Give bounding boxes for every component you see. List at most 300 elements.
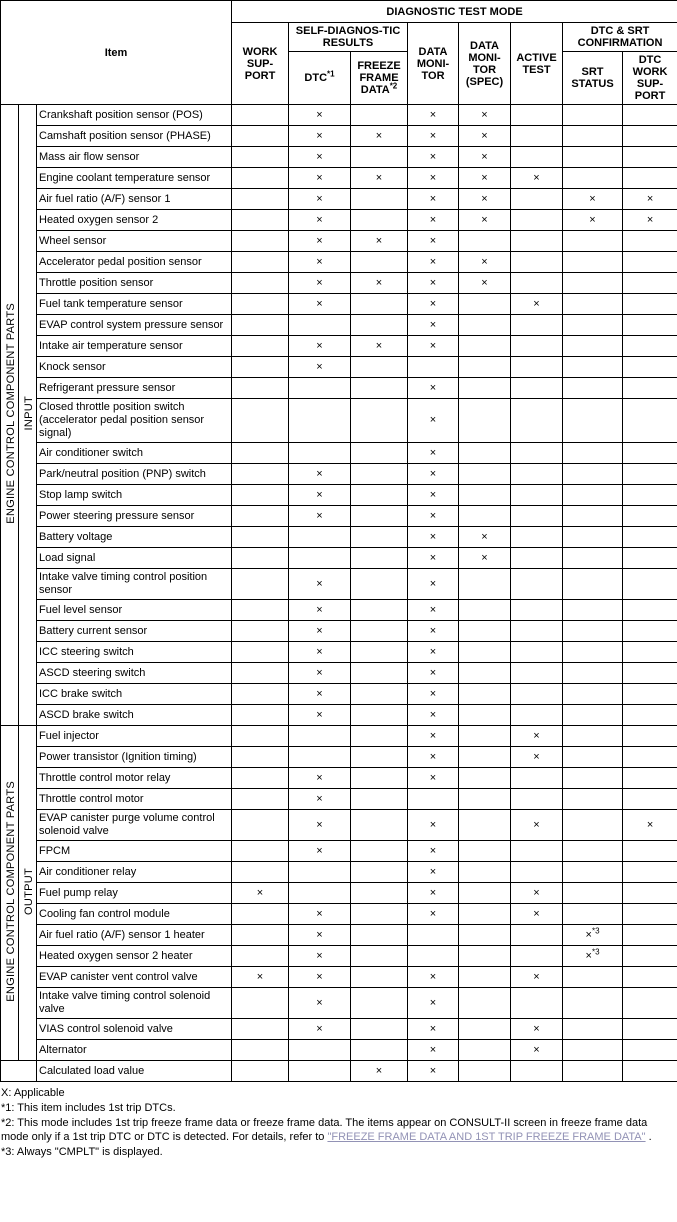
empty-mark-cell — [232, 789, 289, 810]
empty-mark-cell — [623, 569, 677, 600]
empty-mark-cell — [623, 904, 677, 925]
empty-mark-cell — [351, 768, 408, 789]
section-sub-label: INPUT — [19, 105, 37, 726]
empty-mark-cell — [232, 904, 289, 925]
applicable-mark: × — [289, 946, 351, 967]
item-label: Crankshaft position sensor (POS) — [37, 105, 232, 126]
empty-mark-cell — [459, 789, 511, 810]
empty-mark-cell — [563, 105, 623, 126]
applicable-mark: × — [408, 485, 459, 506]
empty-mark-cell — [563, 336, 623, 357]
applicable-mark: × — [289, 988, 351, 1019]
applicable-mark: × — [511, 904, 563, 925]
empty-mark-cell — [351, 443, 408, 464]
applicable-mark: × — [408, 621, 459, 642]
empty-mark-cell — [511, 485, 563, 506]
empty-mark-cell — [511, 768, 563, 789]
col-group-dtc-srt-confirmation: DTC & SRT CONFIRMATION — [563, 23, 677, 52]
empty-mark-cell — [459, 747, 511, 768]
empty-mark-cell — [351, 726, 408, 747]
empty-mark-cell — [232, 768, 289, 789]
empty-mark-cell — [351, 988, 408, 1019]
applicable-mark: × — [289, 336, 351, 357]
table-row — [1, 273, 677, 294]
empty-mark-cell — [563, 548, 623, 569]
empty-mark-cell — [351, 642, 408, 663]
empty-mark-cell — [511, 925, 563, 946]
empty-mark-cell — [511, 464, 563, 485]
footnote-ref-2: *2 — [389, 81, 398, 91]
empty-mark-cell — [351, 294, 408, 315]
applicable-mark: × — [511, 168, 563, 189]
applicable-mark: × — [289, 789, 351, 810]
empty-mark-cell — [623, 126, 677, 147]
empty-mark-cell — [623, 273, 677, 294]
empty-mark-cell — [459, 642, 511, 663]
empty-mark-cell — [511, 210, 563, 231]
table-row — [1, 147, 677, 168]
empty-mark-cell — [232, 294, 289, 315]
empty-mark-cell — [511, 621, 563, 642]
empty-mark-cell — [232, 925, 289, 946]
empty-mark-cell — [459, 399, 511, 443]
empty-mark-cell — [563, 862, 623, 883]
empty-mark-cell — [289, 548, 351, 569]
item-label: Air fuel ratio (A/F) sensor 1 heater — [37, 925, 232, 946]
freeze-frame-data-link[interactable]: "FREEZE FRAME DATA AND 1ST TRIP FREEZE FRAME DATA" — [327, 1131, 646, 1143]
empty-mark-cell — [459, 506, 511, 527]
footnote-x-applicable: X: Applicable — [1, 1087, 65, 1099]
table-row — [1, 862, 677, 883]
applicable-mark: × — [289, 189, 351, 210]
table-title: DIAGNOSTIC TEST MODE — [232, 1, 677, 23]
empty-mark-cell — [511, 189, 563, 210]
applicable-mark: × — [408, 684, 459, 705]
applicable-mark: × — [351, 336, 408, 357]
empty-mark-cell — [623, 705, 677, 726]
table-row — [1, 726, 677, 747]
applicable-mark: × — [408, 527, 459, 548]
empty-mark-cell — [232, 810, 289, 841]
table-body — [1, 105, 677, 1082]
empty-mark-cell — [351, 904, 408, 925]
empty-mark-cell — [232, 252, 289, 273]
empty-mark-cell — [563, 904, 623, 925]
item-label: Air fuel ratio (A/F) sensor 1 — [37, 189, 232, 210]
empty-mark-cell — [408, 789, 459, 810]
applicable-mark: × — [459, 126, 511, 147]
empty-mark-cell — [511, 862, 563, 883]
empty-mark-cell — [459, 904, 511, 925]
empty-mark-cell — [511, 841, 563, 862]
table-row — [1, 883, 677, 904]
empty-mark-cell — [408, 946, 459, 967]
empty-mark-cell — [351, 527, 408, 548]
empty-mark-cell — [623, 1061, 677, 1082]
item-label: Closed throttle position switch (accelerator pedal position sensor signal) — [37, 399, 232, 443]
empty-mark-cell — [623, 378, 677, 399]
empty-mark-cell — [232, 1061, 289, 1082]
empty-mark-cell — [232, 1040, 289, 1061]
table-row — [1, 527, 677, 548]
applicable-mark: × — [408, 294, 459, 315]
empty-mark-cell — [563, 684, 623, 705]
empty-mark-cell — [351, 147, 408, 168]
item-label: Intake valve timing control solenoid valve — [37, 988, 232, 1019]
item-label: FPCM — [37, 841, 232, 862]
empty-mark-cell — [623, 294, 677, 315]
applicable-mark: × — [511, 883, 563, 904]
item-label: ASCD brake switch — [37, 705, 232, 726]
applicable-mark: × — [289, 357, 351, 378]
item-label: ASCD steering switch — [37, 663, 232, 684]
table-row — [1, 663, 677, 684]
item-label: Mass air flow sensor — [37, 147, 232, 168]
applicable-mark: × — [289, 231, 351, 252]
empty-mark-cell — [563, 600, 623, 621]
empty-mark-cell — [511, 548, 563, 569]
empty-mark-cell — [563, 378, 623, 399]
applicable-mark: × — [408, 642, 459, 663]
empty-mark-cell — [511, 273, 563, 294]
empty-mark-cell — [563, 1061, 623, 1082]
empty-mark-cell — [623, 147, 677, 168]
applicable-mark: × — [289, 810, 351, 841]
empty-mark-cell — [232, 642, 289, 663]
empty-mark-cell — [459, 1040, 511, 1061]
applicable-mark: × — [408, 126, 459, 147]
empty-mark-cell — [623, 862, 677, 883]
empty-mark-cell — [232, 747, 289, 768]
item-label: Cooling fan control module — [37, 904, 232, 925]
empty-mark-cell — [623, 357, 677, 378]
empty-mark-cell — [351, 600, 408, 621]
table-row — [1, 336, 677, 357]
empty-mark-cell — [623, 252, 677, 273]
col-group-self-diagnostic-results: SELF-DIAGNOS-TIC RESULTS — [289, 23, 408, 52]
applicable-mark: × — [289, 105, 351, 126]
empty-mark-cell — [232, 315, 289, 336]
empty-mark-cell — [563, 841, 623, 862]
empty-mark-cell — [351, 210, 408, 231]
item-label: Fuel injector — [37, 726, 232, 747]
empty-mark-cell — [232, 485, 289, 506]
table-row — [1, 569, 677, 600]
table-row — [1, 789, 677, 810]
empty-mark-cell — [459, 925, 511, 946]
empty-mark-cell — [289, 862, 351, 883]
applicable-mark: × — [408, 569, 459, 600]
table-row — [1, 768, 677, 789]
empty-mark-cell — [563, 967, 623, 988]
empty-mark-cell — [232, 527, 289, 548]
applicable-mark: × — [289, 168, 351, 189]
item-label: Intake valve timing control position sensor — [37, 569, 232, 600]
empty-mark-cell — [351, 464, 408, 485]
empty-mark-cell — [623, 315, 677, 336]
applicable-mark: × — [408, 841, 459, 862]
table-row — [1, 1040, 677, 1061]
applicable-mark: × — [408, 105, 459, 126]
empty-mark-cell — [563, 621, 623, 642]
empty-mark-cell — [511, 663, 563, 684]
applicable-mark: × — [563, 210, 623, 231]
empty-mark-cell — [459, 600, 511, 621]
applicable-mark: × — [408, 768, 459, 789]
empty-mark-cell — [459, 231, 511, 252]
empty-mark-cell — [459, 705, 511, 726]
item-label: Load signal — [37, 548, 232, 569]
applicable-mark: × — [289, 705, 351, 726]
item-label: Refrigerant pressure sensor — [37, 378, 232, 399]
applicable-mark: × — [289, 600, 351, 621]
empty-mark-cell — [563, 399, 623, 443]
applicable-mark: ×$^{*3}$ — [563, 946, 623, 967]
item-label: Fuel pump relay — [37, 883, 232, 904]
applicable-mark: × — [408, 1040, 459, 1061]
empty-mark-cell — [563, 789, 623, 810]
applicable-mark: × — [289, 841, 351, 862]
table-row — [1, 642, 677, 663]
empty-mark-cell — [511, 126, 563, 147]
empty-mark-cell — [623, 527, 677, 548]
section-group-label: ENGINE CONTROL COMPONENT PARTS — [1, 726, 19, 1061]
applicable-mark: × — [459, 105, 511, 126]
empty-mark-cell — [351, 705, 408, 726]
empty-mark-cell — [289, 1061, 351, 1082]
table-row — [1, 399, 677, 443]
empty-mark-cell — [459, 684, 511, 705]
empty-mark-cell — [459, 883, 511, 904]
empty-mark-cell — [232, 147, 289, 168]
empty-mark-cell — [511, 527, 563, 548]
col-header-dtc-work-support: DTC WORK SUP-PORT — [623, 52, 677, 105]
applicable-mark: × — [289, 506, 351, 527]
empty-mark-cell — [459, 768, 511, 789]
item-label: Accelerator pedal position sensor — [37, 252, 232, 273]
item-label: Air conditioner relay — [37, 862, 232, 883]
item-label: EVAP canister vent control valve — [37, 967, 232, 988]
empty-mark-cell — [563, 506, 623, 527]
applicable-mark: × — [408, 810, 459, 841]
empty-mark-cell — [232, 126, 289, 147]
empty-mark-cell — [623, 105, 677, 126]
empty-mark-cell — [232, 705, 289, 726]
empty-mark-cell — [563, 485, 623, 506]
empty-mark-cell — [351, 357, 408, 378]
empty-mark-cell — [623, 168, 677, 189]
col-header-srt-status: SRT STATUS — [563, 52, 623, 105]
table-row — [1, 1061, 677, 1082]
empty-mark-cell — [351, 189, 408, 210]
empty-mark-cell — [511, 946, 563, 967]
empty-mark-cell — [623, 231, 677, 252]
applicable-mark: × — [408, 548, 459, 569]
empty-mark-cell — [351, 883, 408, 904]
table-row — [1, 464, 677, 485]
empty-mark-cell — [511, 705, 563, 726]
item-label: Throttle control motor — [37, 789, 232, 810]
empty-mark-cell — [459, 357, 511, 378]
applicable-mark: × — [408, 443, 459, 464]
table-row — [1, 506, 677, 527]
item-label: VIAS control solenoid valve — [37, 1019, 232, 1040]
empty-mark-cell — [623, 988, 677, 1019]
empty-mark-cell — [459, 1061, 511, 1082]
empty-mark-cell — [563, 768, 623, 789]
applicable-mark: × — [408, 1061, 459, 1082]
empty-mark-cell — [351, 862, 408, 883]
item-label: EVAP control system pressure sensor — [37, 315, 232, 336]
table-row — [1, 621, 677, 642]
section-group-label: ENGINE CONTROL COMPONENT PARTS — [1, 105, 19, 726]
empty-mark-cell — [511, 105, 563, 126]
empty-mark-cell — [351, 810, 408, 841]
empty-mark-cell — [289, 726, 351, 747]
empty-mark-cell — [459, 810, 511, 841]
empty-mark-cell — [459, 485, 511, 506]
empty-mark-cell — [563, 126, 623, 147]
item-column-header: Item — [1, 1, 232, 105]
applicable-mark: × — [511, 1040, 563, 1061]
item-label: Calculated load value — [37, 1061, 232, 1082]
applicable-mark: × — [459, 210, 511, 231]
section-sub-label: OUTPUT — [19, 726, 37, 1061]
applicable-mark: × — [623, 810, 677, 841]
empty-mark-cell — [459, 464, 511, 485]
applicable-mark: × — [459, 189, 511, 210]
empty-mark-cell — [232, 231, 289, 252]
empty-mark-cell — [232, 336, 289, 357]
item-label: Intake air temperature sensor — [37, 336, 232, 357]
empty-mark-cell — [351, 967, 408, 988]
empty-mark-cell — [563, 883, 623, 904]
applicable-mark: × — [289, 1019, 351, 1040]
item-label: Power steering pressure sensor — [37, 506, 232, 527]
empty-mark-cell — [232, 378, 289, 399]
empty-mark-cell — [351, 684, 408, 705]
empty-mark-cell — [511, 789, 563, 810]
empty-mark-cell — [511, 315, 563, 336]
empty-mark-cell — [232, 548, 289, 569]
applicable-mark: × — [459, 168, 511, 189]
empty-mark-cell — [351, 621, 408, 642]
empty-mark-cell — [623, 883, 677, 904]
empty-mark-cell — [232, 506, 289, 527]
empty-mark-cell — [232, 1019, 289, 1040]
empty-mark-cell — [232, 189, 289, 210]
empty-mark-cell — [563, 231, 623, 252]
empty-mark-cell — [623, 946, 677, 967]
empty-mark-cell — [408, 925, 459, 946]
empty-mark-cell — [351, 569, 408, 600]
empty-mark-cell — [351, 105, 408, 126]
applicable-mark: × — [289, 904, 351, 925]
table-row — [1, 684, 677, 705]
item-label: Engine coolant temperature sensor — [37, 168, 232, 189]
applicable-mark: × — [408, 967, 459, 988]
empty-mark-cell — [289, 747, 351, 768]
empty-mark-cell — [459, 1019, 511, 1040]
item-label: Power transistor (Ignition timing) — [37, 747, 232, 768]
applicable-mark: × — [408, 747, 459, 768]
empty-mark-cell — [351, 789, 408, 810]
empty-mark-cell — [459, 988, 511, 1019]
empty-mark-cell — [351, 252, 408, 273]
applicable-mark: × — [459, 147, 511, 168]
empty-mark-cell — [563, 294, 623, 315]
applicable-mark: × — [511, 1019, 563, 1040]
applicable-mark: × — [408, 862, 459, 883]
table-row — [1, 967, 677, 988]
applicable-mark: × — [351, 1061, 408, 1082]
empty-mark-cell — [563, 569, 623, 600]
table-row — [1, 189, 677, 210]
applicable-mark: × — [351, 273, 408, 294]
empty-mark-cell — [289, 315, 351, 336]
empty-mark-cell — [232, 684, 289, 705]
empty-mark-cell — [623, 600, 677, 621]
applicable-mark: × — [459, 548, 511, 569]
empty-mark-cell — [232, 210, 289, 231]
empty-mark-cell — [351, 378, 408, 399]
table-row — [1, 210, 677, 231]
applicable-mark: × — [289, 569, 351, 600]
empty-mark-cell — [289, 399, 351, 443]
applicable-mark: × — [289, 925, 351, 946]
table-row — [1, 705, 677, 726]
applicable-mark: × — [289, 210, 351, 231]
empty-mark-cell — [563, 315, 623, 336]
applicable-mark: × — [289, 642, 351, 663]
col-header-data-monitor: DATA MONI-TOR — [408, 23, 459, 105]
applicable-mark: × — [289, 621, 351, 642]
empty-mark-cell — [563, 273, 623, 294]
applicable-mark: × — [289, 663, 351, 684]
table-row — [1, 126, 677, 147]
applicable-mark: × — [289, 147, 351, 168]
applicable-mark: × — [408, 210, 459, 231]
applicable-mark: × — [289, 252, 351, 273]
empty-mark-cell — [623, 621, 677, 642]
empty-mark-cell — [623, 841, 677, 862]
table-row — [1, 315, 677, 336]
empty-mark-cell — [563, 357, 623, 378]
footnote-2-text: *2: This mode includes 1st trip freeze frame data or freeze frame data. The items appear on CONSULT-II screen in freeze frame data mode only if a 1st trip DTC or DTC is detected. For details, refer to — [1, 1117, 648, 1143]
empty-mark-cell — [511, 988, 563, 1019]
empty-mark-cell — [511, 147, 563, 168]
empty-mark-cell — [623, 1019, 677, 1040]
applicable-mark: × — [408, 726, 459, 747]
empty-mark-cell — [351, 1040, 408, 1061]
footnote-ref-3: *3 — [591, 925, 600, 935]
applicable-mark: × — [408, 273, 459, 294]
item-label: Alternator — [37, 1040, 232, 1061]
empty-mark-cell — [459, 862, 511, 883]
empty-mark-cell — [232, 663, 289, 684]
table-row — [1, 168, 677, 189]
empty-mark-cell — [563, 464, 623, 485]
table-row — [1, 904, 677, 925]
applicable-mark: × — [289, 684, 351, 705]
table-row — [1, 810, 677, 841]
empty-mark-cell — [232, 273, 289, 294]
table-header — [1, 1, 677, 105]
empty-mark-cell — [289, 1040, 351, 1061]
applicable-mark: × — [459, 527, 511, 548]
applicable-mark: × — [563, 189, 623, 210]
empty-mark-cell — [351, 841, 408, 862]
